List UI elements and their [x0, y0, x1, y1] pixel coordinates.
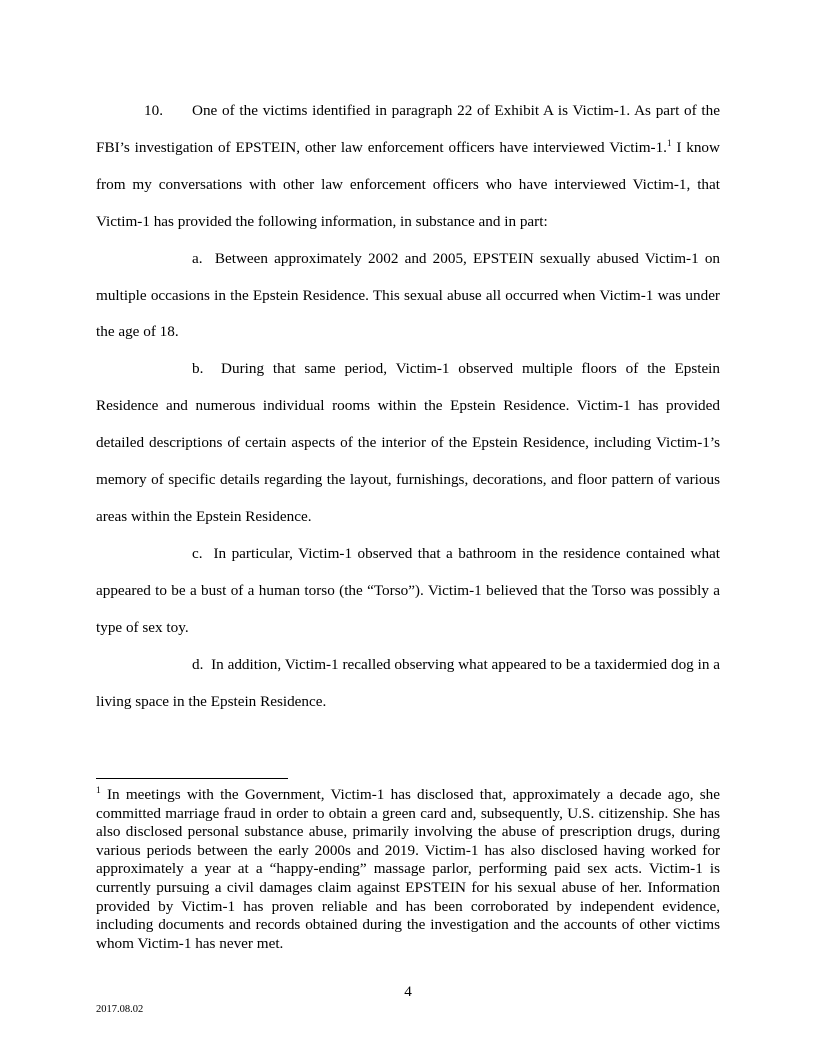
footnote [96, 786, 720, 953]
subparagraph-text: In addition, Victim-1 recalled observing what appeared to be a taxidermied dog in a living space in the Epstein Residence. [96, 655, 721, 710]
footnote-text: In meetings with the Government, Victim-1 has disclosed that, approximately a decade ago, she committed marriage fraud in order to obtain a green card and, subsequently, U.S. citizenship. She has also disclosed personal substance abuse, primarily involving the abuse of prescription drugs, during various periods between the early 2000s and 2019. Victim-1 has also disclosed having worked for approximately a year at a “happy-ending” massage parlor, performing paid sex acts. Victim-1 is currently pursuing a civil damages claim against EPSTEIN for his sexual abuse of her. Information provided by Victim-1 has proven reliable and has been corroborated by independent evidence, including documents and records obtained during the investigation and the accounts of other victims whom Victim-1 has never met. [96, 786, 720, 952]
subparagraph-d [96, 647, 720, 721]
subparagraph-a [96, 241, 720, 352]
paragraph-text: One of the victims identified in paragraph 22 of Exhibit A is Victim-1. As part of the FBI’s investigation of EPSTEIN, other law enforcement officers have interviewed Victim-1. [96, 102, 720, 156]
subparagraph-b [96, 351, 720, 536]
document-body [96, 93, 720, 720]
subparagraph-label: c. [192, 544, 203, 562]
subparagraph-text: Between approximately 2002 and 2005, EPSTEIN sexually abused Victim-1 on multiple occasions in the Epstein Residence. This sexual abuse all occurred when Victim-1 was under the age of 18. [96, 249, 721, 341]
document-date-stamp: 2017.08.02 [96, 1004, 144, 1015]
footnote-divider [96, 778, 288, 779]
paragraph-10 [96, 93, 720, 241]
subparagraph-label: b. [192, 360, 204, 378]
page-number: 4 [404, 983, 412, 1000]
subparagraph-label: a. [192, 249, 203, 267]
subparagraph-c [96, 536, 720, 647]
subparagraph-label: d. [192, 655, 204, 673]
subparagraph-text: In particular, Victim-1 observed that a bathroom in the residence contained what appeared to be a bust of a human torso (the “Torso”). Victim-1 believed that the Torso was possibly a type of sex toy. [96, 544, 720, 636]
footnote-mark: 1 [96, 785, 101, 796]
paragraph-text-continued: I know from my conversations with other law enforcement officers who have interviewed Victim-1, that Victim-1 has provided the following information, in substance and in part: [96, 138, 720, 230]
subparagraph-text: During that same period, Victim-1 observed multiple floors of the Epstein Residence and numerous individual rooms within the Epstein Residence. Victim-1 has provided detailed descriptions of certain aspects of the interior of the Epstein Residence, including Victim-1’s memory of specific details regarding the layout, furnishings, decorations, and floor pattern of various areas within the Epstein Residence. [96, 360, 720, 525]
paragraph-number: 10. [144, 102, 163, 119]
footnote-reference: 1 [666, 137, 672, 148]
